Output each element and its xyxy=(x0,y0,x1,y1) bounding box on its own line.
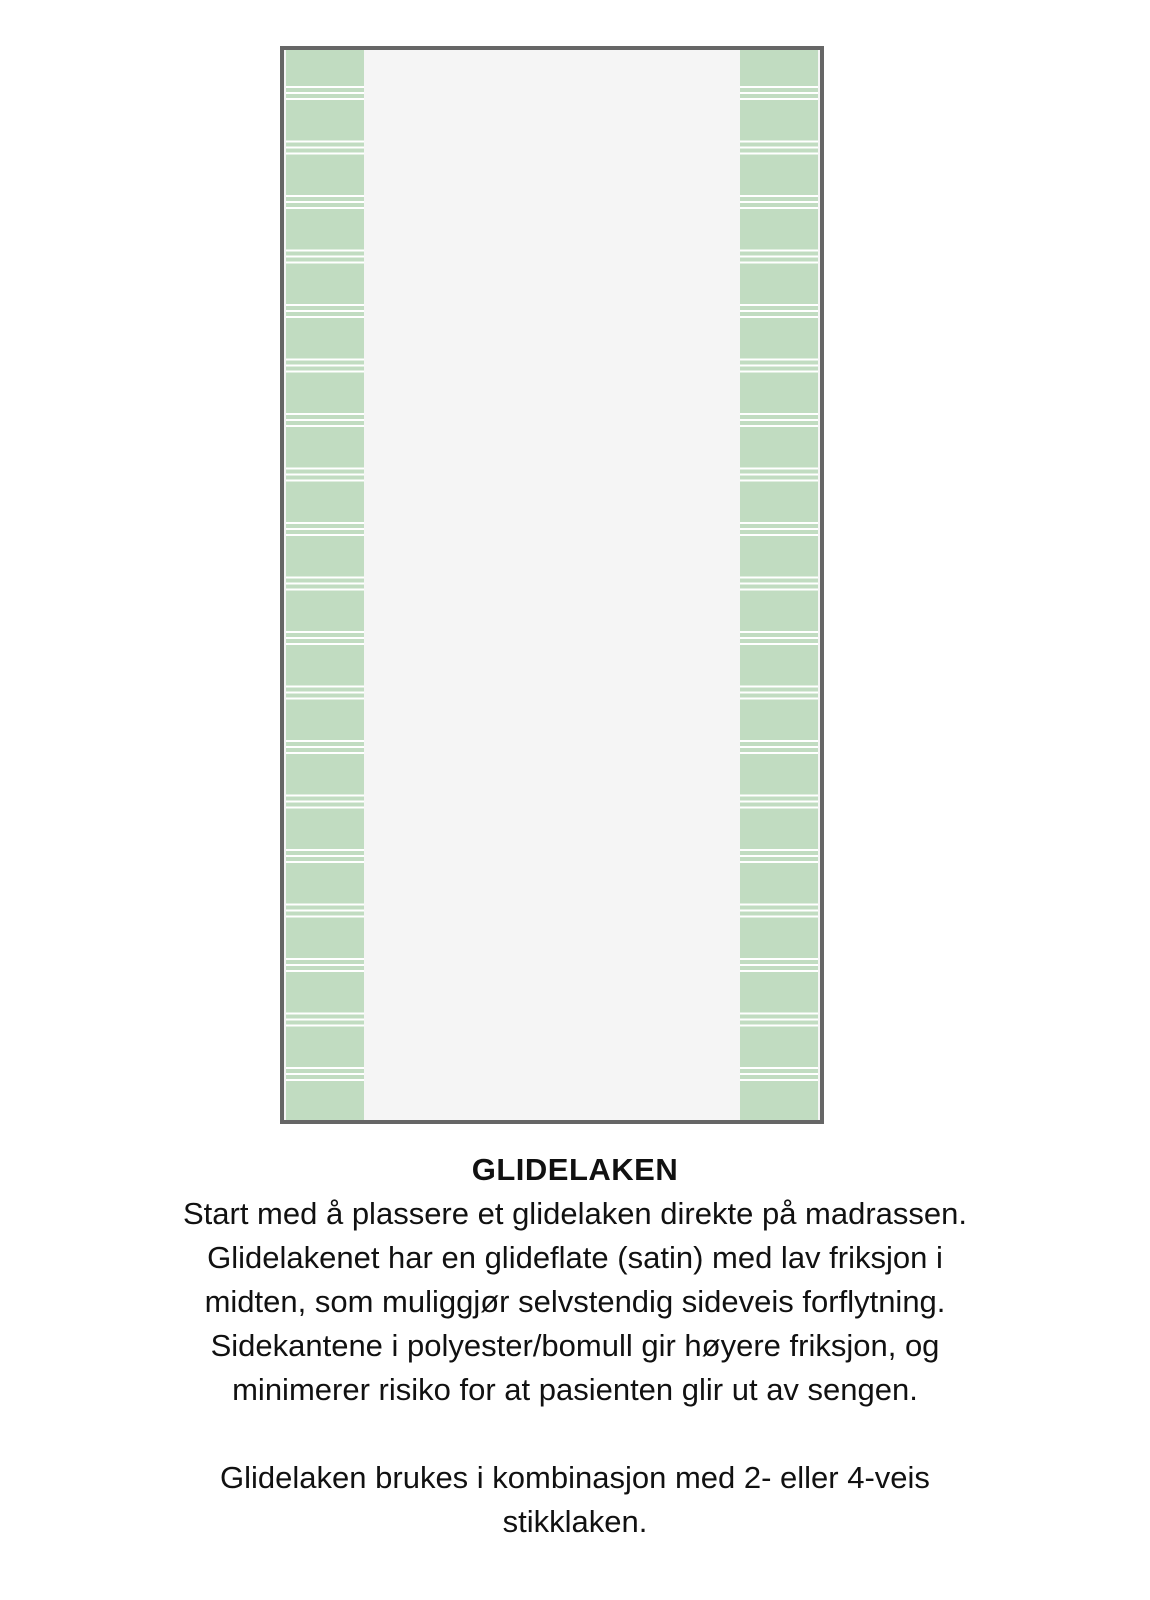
caption-paragraph-1 xyxy=(40,1192,1110,1412)
caption-line: Glidelaken brukes i kombinasjon med 2- eller 4-veis xyxy=(220,1460,930,1495)
caption-line: minimerer risiko for at pasienten glir ut av sengen. xyxy=(232,1372,918,1407)
caption-line: Sidekantene i polyester/bomull gir høyere friksjon, og xyxy=(210,1328,940,1363)
caption-line: Glidelakenet har en glideflate (satin) med lav friksjon i xyxy=(207,1240,943,1275)
caption-line: midten, som muliggjør selvstendig sideveis forflytning. xyxy=(204,1284,946,1319)
left-friction-edge xyxy=(286,50,364,1120)
caption-line: Start med å plassere et glidelaken direkte på madrassen. xyxy=(182,1196,968,1231)
center-satin-surface xyxy=(364,50,740,1120)
caption-block xyxy=(40,1148,1110,1544)
right-friction-edge xyxy=(740,50,818,1120)
glidelaken-illustration xyxy=(280,46,824,1124)
caption-paragraph-2 xyxy=(40,1456,1110,1544)
caption-title: GLIDELAKEN xyxy=(471,1152,679,1187)
caption-line: stikklaken. xyxy=(502,1504,648,1539)
